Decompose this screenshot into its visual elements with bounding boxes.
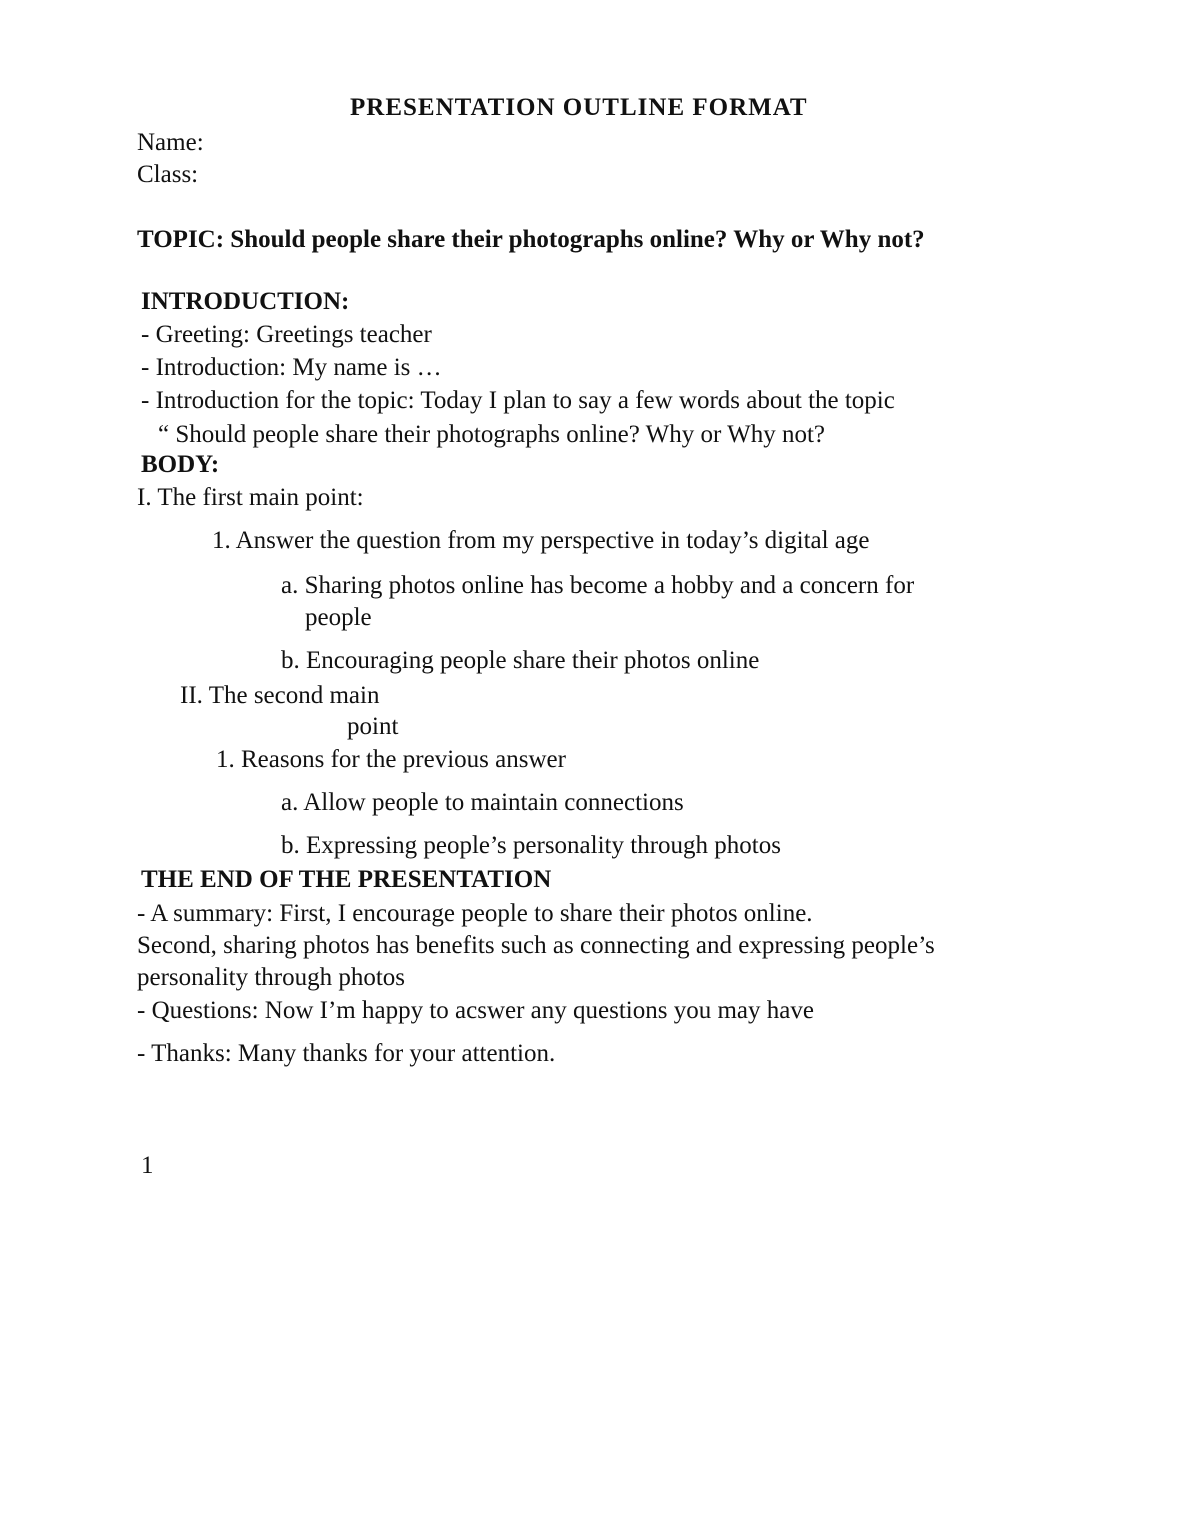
end-heading: THE END OF THE PRESENTATION: [141, 866, 552, 893]
name-label: Name:: [137, 129, 204, 156]
first-point-item-b: b. Encouraging people share their photos online: [281, 647, 760, 674]
first-point-sub-1: 1. Answer the question from my perspective in today’s digital age: [212, 527, 870, 554]
introduction-line: - Introduction: My name is …: [141, 354, 442, 381]
second-main-point-line-1: II. The second main: [180, 682, 380, 709]
class-label: Class:: [137, 161, 199, 188]
thanks-line: - Thanks: Many thanks for your attention.: [137, 1040, 556, 1067]
page-number: 1: [141, 1152, 154, 1179]
first-point-item-a-line-2: people: [305, 604, 372, 631]
body-heading: BODY:: [141, 451, 220, 478]
topic-intro-line-2: “ Should people share their photographs online? Why or Why not?: [158, 421, 825, 448]
topic-heading: TOPIC: Should people share their photographs online? Why or Why not?: [137, 226, 925, 253]
first-main-point: I. The first main point:: [137, 484, 364, 511]
topic-intro-line-1: - Introduction for the topic: Today I plan to say a few words about the topic: [141, 387, 895, 414]
questions-line: - Questions: Now I’m happy to acswer any questions you may have: [137, 997, 814, 1024]
introduction-heading: INTRODUCTION:: [141, 288, 350, 315]
first-point-item-a-line-1: a. Sharing photos online has become a hobby and a concern for: [281, 572, 915, 599]
second-point-item-b: b. Expressing people’s personality through photos: [281, 832, 781, 859]
second-main-point-line-2: point: [347, 713, 399, 740]
greeting-line: - Greeting: Greetings teacher: [141, 321, 432, 348]
summary-line-2: Second, sharing photos has benefits such as connecting and expressing people’s: [137, 932, 935, 959]
second-point-item-a: a. Allow people to maintain connections: [281, 789, 684, 816]
second-point-sub-1: 1. Reasons for the previous answer: [216, 746, 566, 773]
summary-line-1: - A summary: First, I encourage people to share their photos online.: [137, 900, 813, 927]
document-title: PRESENTATION OUTLINE FORMAT: [350, 94, 808, 121]
summary-line-3: personality through photos: [137, 964, 406, 991]
